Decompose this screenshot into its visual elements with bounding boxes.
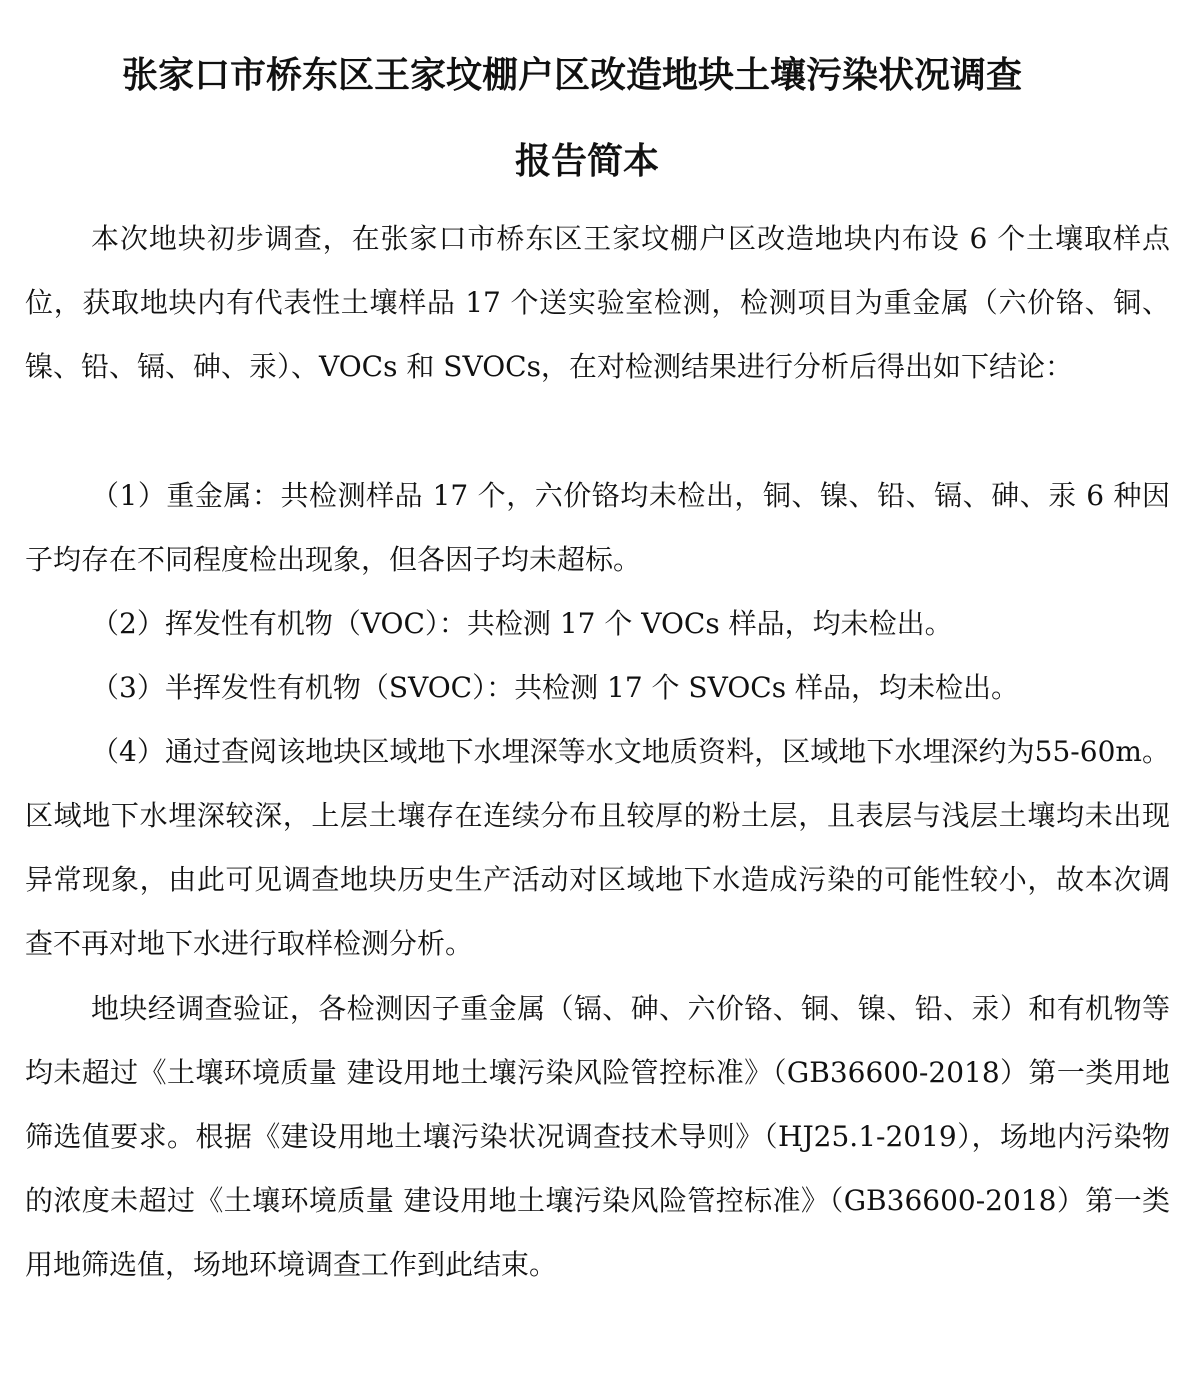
final-conclusion-paragraph: 地块经调查验证，各检测因子重金属（镉、砷、六价铬、铜、镍、铅、汞）和有机物等均未超过《土壤环境质量 建设用地土壤污染风险管控标准》（GB36600-2018）第一类用地筛选值要求。根据《建设用地土壤污染状况调查技术导则》（HJ25.1-2019），场地内污染物的浓度未超过《土壤环境质量 建设用地土壤污染风险管控标准》（GB36600-2018）第一类用地筛选值，场地环境调查工作到此结束。 bbox=[25, 992, 1170, 1281]
conclusion-svoc: （3）半挥发性有机物（SVOC）：共检测 17 个 SVOCs 样品，均未检出。 bbox=[91, 671, 1019, 704]
conclusion-groundwater: （4）通过查阅该地块区域地下水埋深等水文地质资料，区域地下水埋深约为55-60m。区域地下水埋深较深，上层土壤存在连续分布且较厚的粉土层，且表层与浅层土壤均未出现异常现象，由此可见调查地块历史生产活动对区域地下水造成污染的可能性较小，故本次调查不再对地下水进行取样检测分析。 bbox=[25, 735, 1170, 960]
conclusion-voc: （2）挥发性有机物（VOC）：共检测 17 个 VOCs 样品，均未检出。 bbox=[91, 607, 953, 640]
document-title-line-1: 张家口市桥东区王家坟棚户区改造地块土壤污染状况调查 bbox=[122, 55, 1023, 96]
document-title-line-2: 报告简本 bbox=[515, 141, 660, 182]
conclusion-heavy-metals: （1）重金属：共检测样品 17 个，六价铬均未检出，铜、镍、铅、镉、砷、汞 6 种因子均存在不同程度检出现象，但各因子均未超标。 bbox=[25, 479, 1170, 576]
intro-paragraph: 本次地块初步调查，在张家口市桥东区王家坟棚户区改造地块内布设 6 个土壤取样点位，获取地块内有代表性土壤样品 17 个送实验室检测，检测项目为重金属（六价铬、铜、镍、铅、镉、砷、汞）、VOCs 和 SVOCs，在对检测结果进行分析后得出如下结论： bbox=[25, 222, 1170, 383]
